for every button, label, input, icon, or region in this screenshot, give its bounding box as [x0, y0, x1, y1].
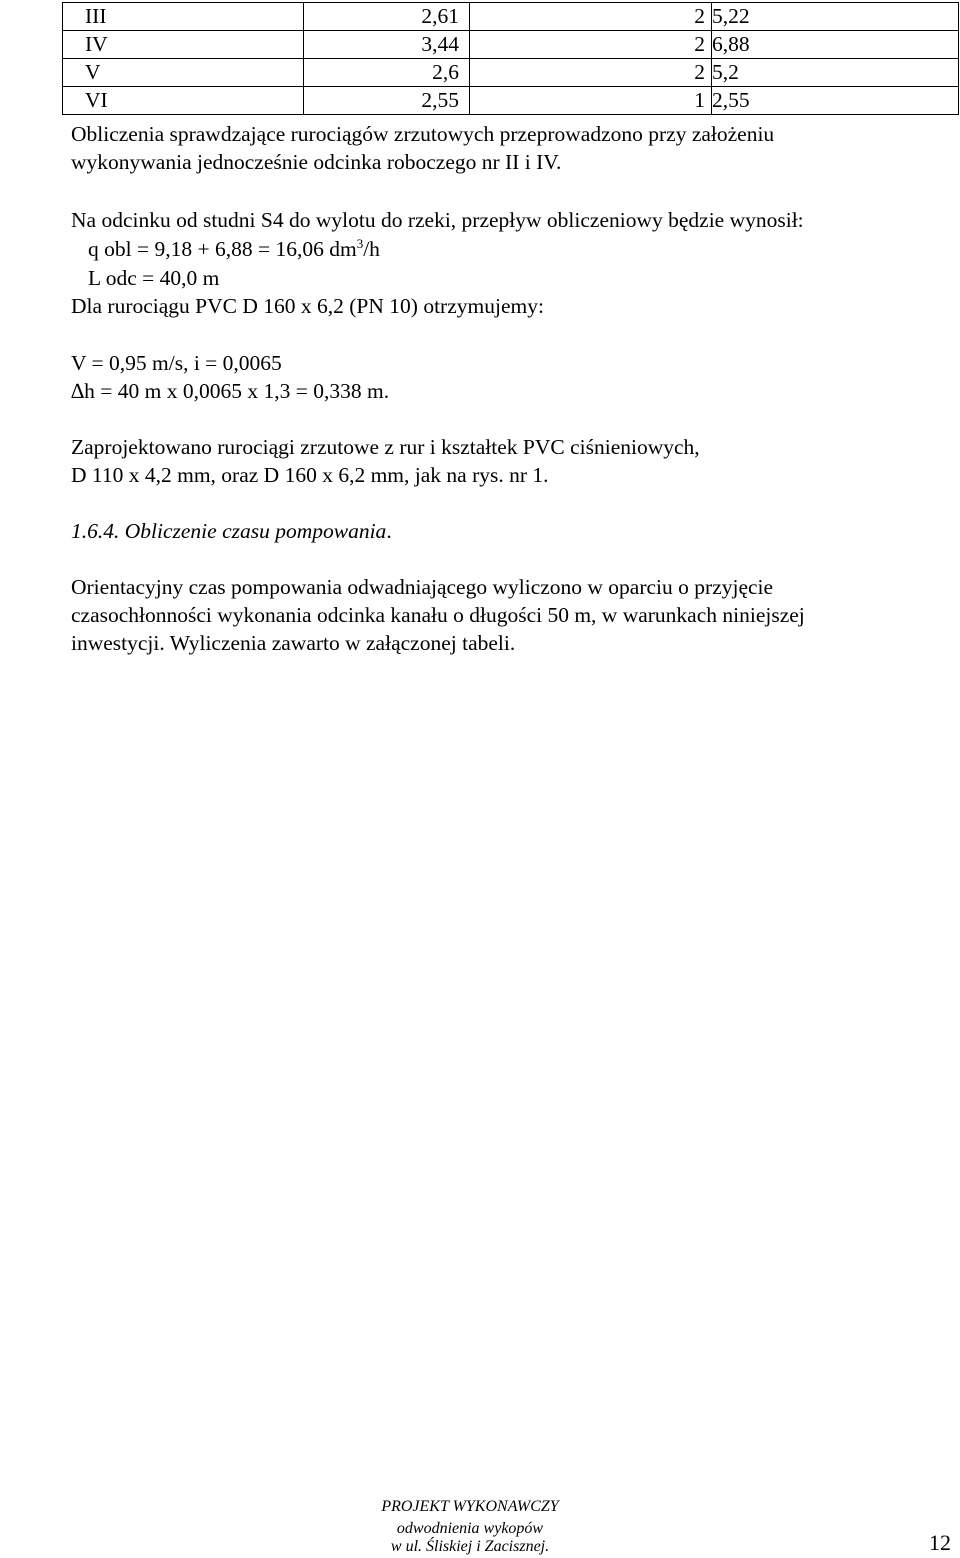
- flow-formula-unit: /h: [363, 237, 380, 261]
- flow-formula-exponent: 3: [356, 235, 364, 251]
- table-cell: V: [63, 59, 304, 87]
- paragraph-line: Obliczenia sprawdzające rurociągów zrzutowych przeprowadzono przy założeniu: [71, 122, 775, 146]
- table-cell: 3,44: [304, 31, 470, 59]
- footer-subtitle: odwodnienia wykopów: [396, 1520, 544, 1537]
- table-row: [63, 87, 959, 115]
- table-cell: 2: [470, 59, 712, 87]
- table-cell: 2,6: [304, 59, 470, 87]
- section-heading-period: .: [386, 519, 392, 543]
- flow-formula: [88, 235, 380, 263]
- paragraph-line: Zaprojektowano rurociągi zrzutowe z rur i kształtek PVC ciśnieniowych,: [71, 435, 700, 459]
- table-row: [63, 31, 959, 59]
- paragraph-line: Dla rurociągu PVC D 160 x 6,2 (PN 10) otrzymujemy:: [71, 294, 544, 318]
- paragraph-line: inwestycji. Wyliczenia zawarto w załączonej tabeli.: [71, 631, 516, 655]
- section-heading: [71, 517, 392, 545]
- paragraph-line: czasochłonności wykonania odcinka kanału o długości 50 m, w warunkach niniejszej: [71, 603, 805, 627]
- table-cell: 2,61: [304, 3, 470, 31]
- table-row: [63, 59, 959, 87]
- table-cell: 5,2: [712, 59, 959, 87]
- footer-title: PROJEKT WYKONAWCZY: [381, 1498, 559, 1515]
- table-cell: III: [63, 3, 304, 31]
- section-heading-text: 1.6.4. Obliczenie czasu pompowania: [71, 519, 387, 543]
- table-cell: 2,55: [304, 87, 470, 115]
- paragraph-line: D 110 x 4,2 mm, oraz D 160 x 6,2 mm, jak na rys. nr 1.: [71, 463, 549, 487]
- length-value: L odc = 40,0 m: [88, 266, 220, 290]
- table-cell: VI: [63, 87, 304, 115]
- table-cell: 1: [470, 87, 712, 115]
- velocity-value: V = 0,95 m/s, i = 0,0065: [71, 351, 282, 375]
- table-cell: 5,22: [712, 3, 959, 31]
- head-loss-value: ∆h = 40 m x 0,0065 x 1,3 = 0,338 m.: [71, 379, 390, 403]
- paragraph-line: Orientacyjny czas pompowania odwadniającego wyliczono w oparciu o przyjęcie: [71, 575, 774, 599]
- table-row: [63, 3, 959, 31]
- table-cell: 2: [470, 3, 712, 31]
- paragraph-line: wykonywania jednocześnie odcinka roboczego nr II i IV.: [71, 150, 562, 174]
- flow-formula-text: q obl = 9,18 + 6,88 = 16,06 dm: [88, 237, 357, 261]
- calculation-table: [62, 2, 959, 115]
- paragraph-line: Na odcinku od studni S4 do wylotu do rzeki, przepływ obliczeniowy będzie wynosił:: [71, 208, 804, 232]
- table-cell: 2,55: [712, 87, 959, 115]
- table-cell: 6,88: [712, 31, 959, 59]
- table-cell: 2: [470, 31, 712, 59]
- footer-location: w ul. Śliskiej i Zacisznej.: [390, 1538, 550, 1555]
- table-cell: IV: [63, 31, 304, 59]
- page-number: 12: [929, 1530, 951, 1555]
